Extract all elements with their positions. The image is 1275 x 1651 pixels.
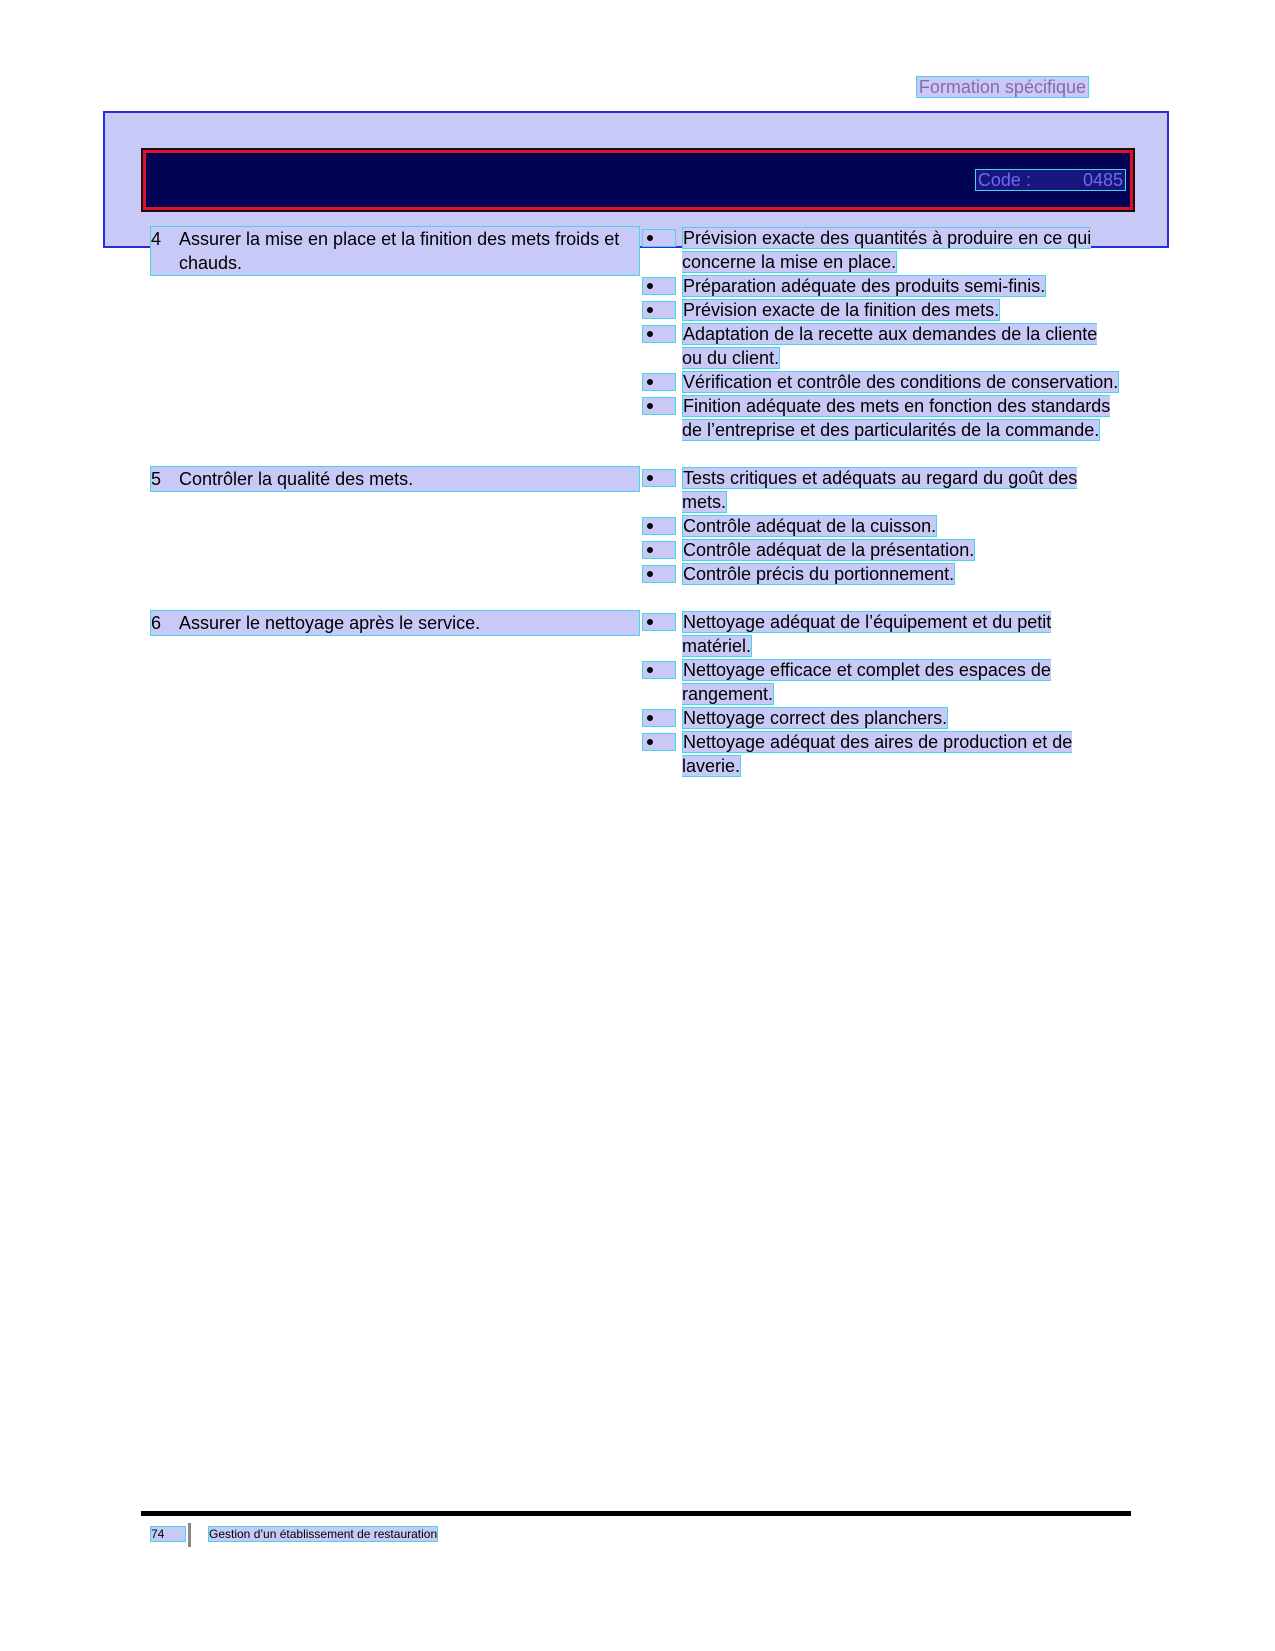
criterion-text: Nettoyage correct des planchers. bbox=[683, 708, 948, 728]
bullet-icon bbox=[642, 709, 676, 727]
bullet-icon bbox=[642, 229, 676, 247]
element-number: 4 bbox=[151, 229, 162, 249]
criterion-text: Contrôle adéquat de la cuisson. bbox=[683, 516, 937, 536]
criterion-text: Nettoyage adéquat des aires de production et de laverie. bbox=[682, 732, 1073, 776]
competency-table bbox=[150, 226, 1120, 802]
code-bar bbox=[143, 150, 1133, 210]
bullet-icon bbox=[642, 277, 676, 295]
code-value: 0485 bbox=[1082, 170, 1123, 190]
performance-criteria-list bbox=[644, 226, 1120, 442]
list-item bbox=[644, 274, 1122, 298]
list-item bbox=[644, 226, 1122, 274]
element-number: 6 bbox=[151, 613, 162, 633]
bullet-icon bbox=[642, 565, 676, 583]
bullet-icon bbox=[642, 325, 676, 343]
element-number: 5 bbox=[151, 469, 162, 489]
bullet-icon bbox=[642, 301, 676, 319]
document-title: Gestion d’un établissement de restauration bbox=[209, 1527, 438, 1541]
list-item bbox=[644, 370, 1122, 394]
list-item bbox=[644, 514, 1122, 538]
bullet-icon bbox=[642, 613, 676, 631]
list-item bbox=[644, 706, 1122, 730]
bullet-icon bbox=[642, 541, 676, 559]
criterion-text: Préparation adéquate des produits semi-finis. bbox=[683, 276, 1046, 296]
element-cell bbox=[150, 466, 640, 492]
section-header-label: Formation spécifique bbox=[916, 76, 1089, 98]
competency-row-6 bbox=[150, 610, 1120, 778]
bullet-icon bbox=[642, 397, 676, 415]
bullet-icon bbox=[642, 469, 676, 487]
list-item bbox=[644, 466, 1122, 514]
list-item bbox=[644, 730, 1122, 778]
bullet-icon bbox=[642, 733, 676, 751]
criterion-text: Vérification et contrôle des conditions de conservation. bbox=[683, 372, 1119, 392]
list-item bbox=[644, 394, 1122, 442]
criterion-text: Contrôle précis du portionnement. bbox=[683, 564, 955, 584]
element-cell bbox=[150, 226, 640, 276]
bullet-icon bbox=[642, 373, 676, 391]
element-text: Assurer la mise en place et la finition des mets froids et chauds. bbox=[179, 229, 620, 273]
criterion-text: Nettoyage adéquat de l’équipement et du petit matériel. bbox=[682, 612, 1052, 656]
bullet-icon bbox=[642, 661, 676, 679]
list-item bbox=[644, 658, 1122, 706]
code-label: Code : bbox=[977, 170, 1031, 190]
list-item bbox=[644, 298, 1122, 322]
footer-rule bbox=[141, 1511, 1131, 1516]
element-text: Assurer le nettoyage après le service. bbox=[179, 613, 481, 633]
criterion-text: Contrôle adéquat de la présentation. bbox=[683, 540, 975, 560]
list-item bbox=[644, 322, 1122, 370]
element-cell bbox=[150, 610, 640, 636]
competency-code bbox=[975, 169, 1126, 191]
criterion-text: Finition adéquate des mets en fonction des standards de l’entreprise et des particularités de la commande. bbox=[682, 396, 1111, 440]
criterion-text: Nettoyage efficace et complet des espaces de rangement. bbox=[682, 660, 1051, 704]
bullet-icon bbox=[642, 517, 676, 535]
criterion-text: Prévision exacte de la finition des mets. bbox=[683, 300, 1000, 320]
list-item bbox=[644, 538, 1122, 562]
competency-row-4 bbox=[150, 226, 1120, 442]
list-item bbox=[644, 610, 1122, 658]
criterion-text: Adaptation de la recette aux demandes de la cliente ou du client. bbox=[682, 324, 1098, 368]
performance-criteria-list bbox=[644, 466, 1120, 586]
performance-criteria-list bbox=[644, 610, 1120, 778]
list-item bbox=[644, 562, 1122, 586]
criterion-text: Tests critiques et adéquats au regard du goût des mets. bbox=[682, 468, 1078, 512]
page-number: 74 bbox=[150, 1526, 186, 1542]
footer-separator bbox=[188, 1523, 191, 1547]
competency-row-5 bbox=[150, 466, 1120, 586]
criterion-text: Prévision exacte des quantités à produire en ce qui concerne la mise en place. bbox=[682, 228, 1092, 272]
element-text: Contrôler la qualité des mets. bbox=[179, 469, 414, 489]
